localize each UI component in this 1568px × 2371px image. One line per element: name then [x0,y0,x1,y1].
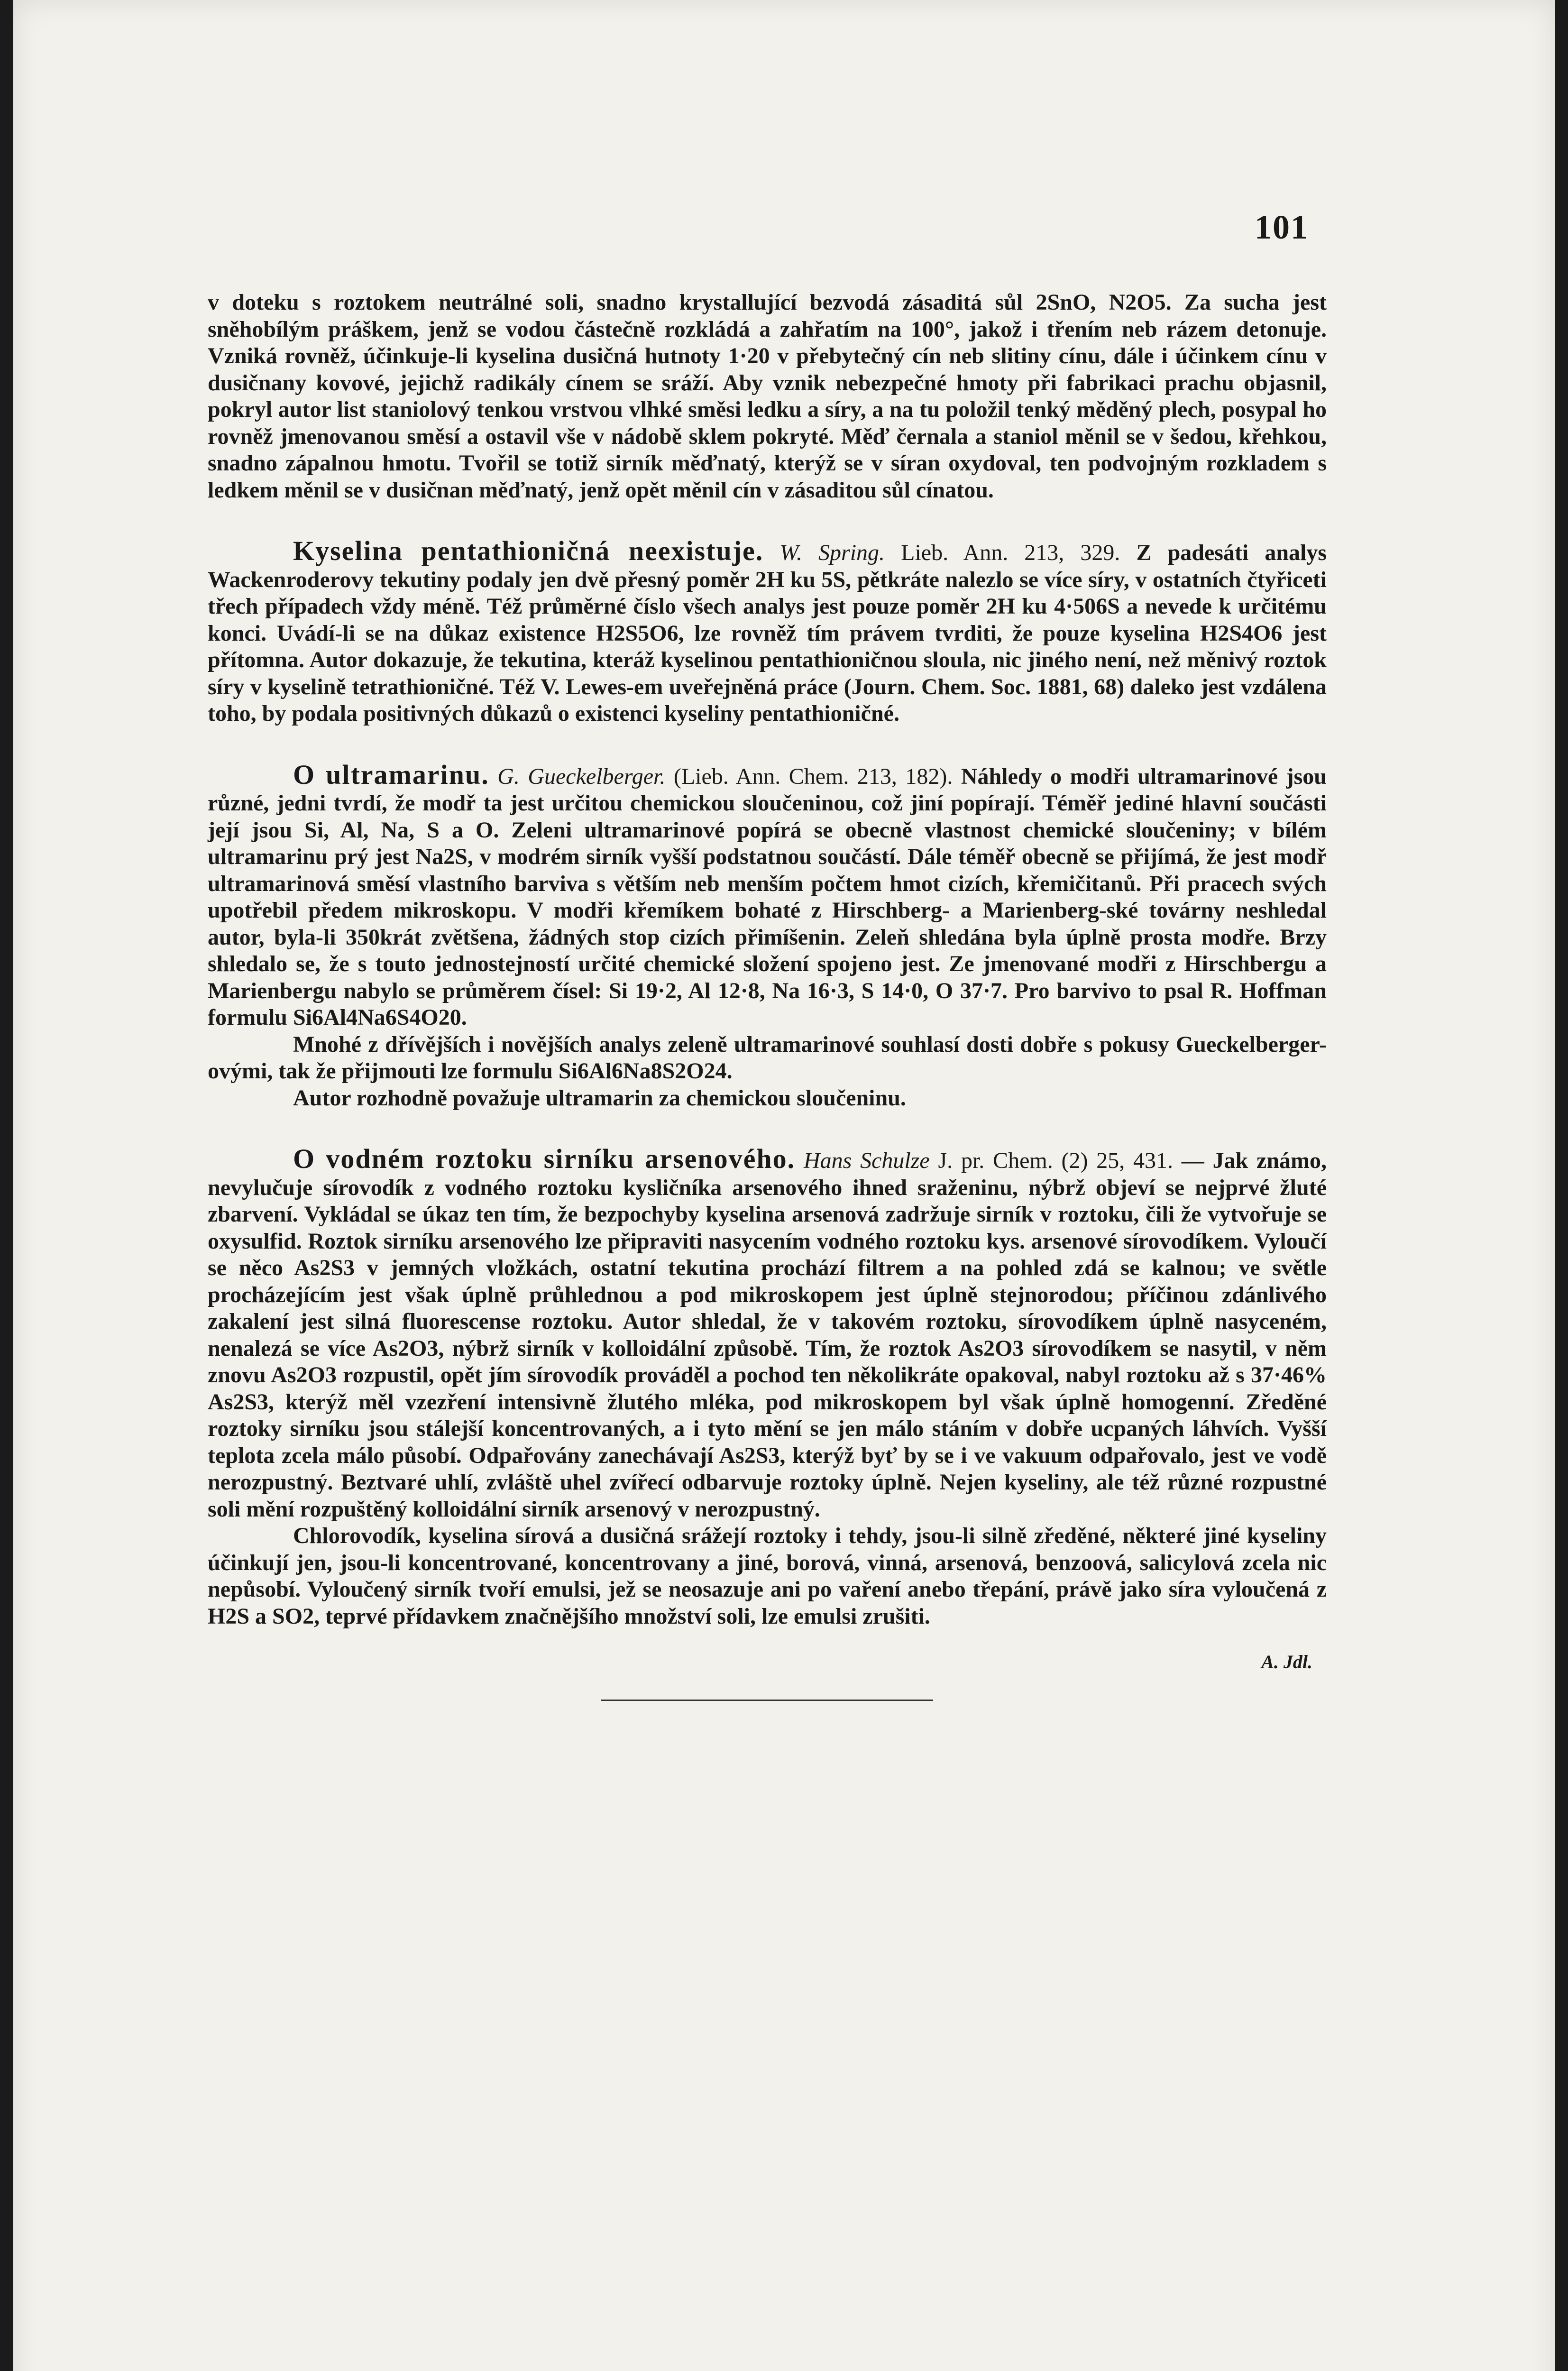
article-pentathionic [208,535,1327,727]
article-reference: (Lieb. Ann. Chem. 213, 182). [673,763,953,789]
article-author: Hans Schulze [803,1148,930,1173]
article-paragraph: Z padesáti analys Wackenroderovy tekutiny podaly jen dvě přesný poměr 2H ku 5S, pětkráte nalezlo se více síry, v ostatních čtyřiceti třech případech vždy méně. Též průměrné číslo všech analys jest pouze poměr 2H ku 4·506S a nevede k určitému konci. Uvádí-li se na důkaz existence H2S5O6, lze rovněž tím právem tvrditi, že pouze kyselina H2S4O6 jest přítomna. Autor dokazuje, že tekutina, kteráž kyselinou pentathioničnou sloula, nic jiného není, než měnivý roztok síry v kyselině tetrathioničné. Též V. Lewes-em uveřejněná práce (Journ. Chem. Soc. 1881, 68) daleko jest vzdálena toho, by podala positivných důkazů o existenci kyseliny pentathioničné. [208,540,1327,726]
article-author: W. Spring. [779,540,885,565]
article-arsenic-sulfide [208,1143,1327,1630]
article-ultramarine [208,759,1327,1112]
signature: A. Jdl. [1261,1651,1312,1673]
article-paragraph: Chlorovodík, kyselina sírová a dusičná srážejí roztoky i tehdy, jsou-li silně zředěné, některé jiné kyseliny účinkují jen, jsou-li koncentrované, koncentrovany a jiné, borová, vinná, arsenová, benzoová, salicylová zcela nic nepůsobí. Vyloučený sirník tvoří emulsi, jež se neosazuje ani po vaření anebo třepání, právě jako síra vyloučená z H2S a SO2, teprvé přídavkem značnějšího množství soli, lze emulsi zrušiti. [208,1523,1327,1629]
article-paragraph: Náhledy o modři ultramarinové jsou různé, jedni tvrdí, že modř ta jest určitou chemickou sloučeninou, což jiní popírají. Téměř jediné hlavní součásti její jsou Si, Al, Na, S a O. Zeleni ultramarinové popírá se obecně vlastnost chemické sloučeniny; v bílém ultramarinu prý jest Na2S, v modrém sirník vyšší podstatnou součástí. Dále téměř obecně se přijímá, že jest modř ultramarinová směsí vlastního barviva s větším neb menším počtem hmot cizích, křemičitanů. Při pracech svých upotřebil předem mikroskopu. V modři křemíkem bohaté z Hirschberg- a Marienberg-ské továrny neshledal autor, byla-li 350krát zvětšena, žádných stop cizích přimíšenin. Zeleň shledána byla úplně prosta modře. Brzy shledalo se, že s touto jednostejností určité chemické složení spojeno jest. Ze jmenované modři z Hirschbergu a Marienbergu nabylo se průměrem čísel: Si 19·2, Al 12·8, Na 16·3, S 14·0, O 37·7. Pro barvivo to psal R. Hoffman formulu Si6Al4Na6S4O20. [208,763,1327,1030]
article-paragraph: Autor rozhodně považuje ultramarin za chemickou sloučeninu. [293,1085,906,1111]
article-title: O ultramarinu. [293,759,489,790]
article-paragraph: — Jak známo, nevylučuje sírovodík z vodného roztoku kysličníka arsenového ihned sraženinu, nýbrž objeví se nejprvé žluté zbarvení. Vykládal se úkaz ten tím, že bezpochyby kyselina arsenová zadržuje sirník v roztoku, čili že vytvořuje se oxysulfid. Roztok sirníku arsenového lze připraviti nasycením vodného roztoku kys. arsenové sírovodíkem. Vyloučí se něco As2S3 v jemných vložkách, ostatní tekutina prochází filtrem a na pohled zdá se kalnou; ve světle procházejícím jest však úplně průhlednou a pod mikroskopem jest úplně stejnorodou; příčinou zdánlivého zakalení jest silná fluorescense roztoku. Autor shledal, že v takovém roztoku, sírovodíkem úplně nasyceném, nenalezá se více As2O3, nýbrž sirník v kolloidální způsobě. Tím, že roztok As2O3 sírovodíkem se nasytil, v něm znovu As2O3 rozpustil, opět jím sírovodík prováděl a pochod ten několikráte opakoval, nabyl roztoku až s 37·46% As2S3, kterýž měl vzezření intensivně žlutého mléka, pod mikroskopem byl však úplně homogenní. Zředěné roztoky sirníku jsou stálejší koncentrovaných, a i tyto mění se jen málo stáním v dobře ucpaných láhvích. Vyšší teplota zcela málo působí. Odpařovány zanechávají As2S3, kterýž byť by se i ve vakuum odpařovalo, jest ve vodě nerozpustný. Beztvaré uhlí, zvláště uhel zvířecí odbarvuje roztoky úplně. Nejen kyseliny, ale též různé rozpustné soli mění rozpuštěný kolloidální sirník arsenový v nerozpustný. [208,1148,1327,1522]
article-reference: Lieb. Ann. 213, 329. [901,540,1120,565]
article-paragraph: Mnohé z dřívějších i novějších analys zeleně ultramarinové souhlasí dosti dobře s pokusy Gueckelberger-ovými, tak že přijmouti lze formulu Si6Al6Na8S2O24. [208,1031,1327,1084]
main-text [208,289,1327,1701]
page-number: 101 [1255,208,1309,246]
closing-rule [601,1700,933,1701]
article-title: Kyselina pentathioničná neexistuje. [293,535,764,566]
article-author: G. Gueckelberger. [497,763,666,789]
document-page [13,0,1555,2371]
article-reference: J. pr. Chem. (2) 25, 431. [938,1148,1174,1173]
intro-paragraph: v doteku s roztokem neutrálné soli, snadno krystallující bezvodá zásaditá sůl 2SnO, N2O5. Za sucha jest sněhobílým práškem, jenž se vodou částečně rozkládá a zahřatím na 100°, jakož i třením neb rázem detonuje. Vzniká rovněž, účinkuje-li kyselina dusičná hutnoty 1·20 v přebytečný cín neb slitiny cínu, dále i účinkem cínu v dusičnany kovové, jejichž radikály cínem se sráží. Aby vznik nebezpečné hmoty při fabrikaci prachu objasnil, pokryl autor list staniolový tenkou vrstvou vlhké směsi ledku a síry, a na tu položil tenký měděný plech, posypal ho rovněž jmenovanou směsí a ostavil vše v nádobě sklem pokryté. Měď černala a staniol měnil se v šedou, křehkou, snadno zápalnou hmotu. Tvořil se totiž sirník měďnatý, kterýž se v síran oxydoval, ten podvojným rozkladem s ledkem měnil se v dusičnan měďnatý, jenž opět měnil cín v zásaditou sůl cínatou. [208,290,1327,503]
article-title: O vodném roztoku sirníku arsenového. [293,1143,796,1174]
